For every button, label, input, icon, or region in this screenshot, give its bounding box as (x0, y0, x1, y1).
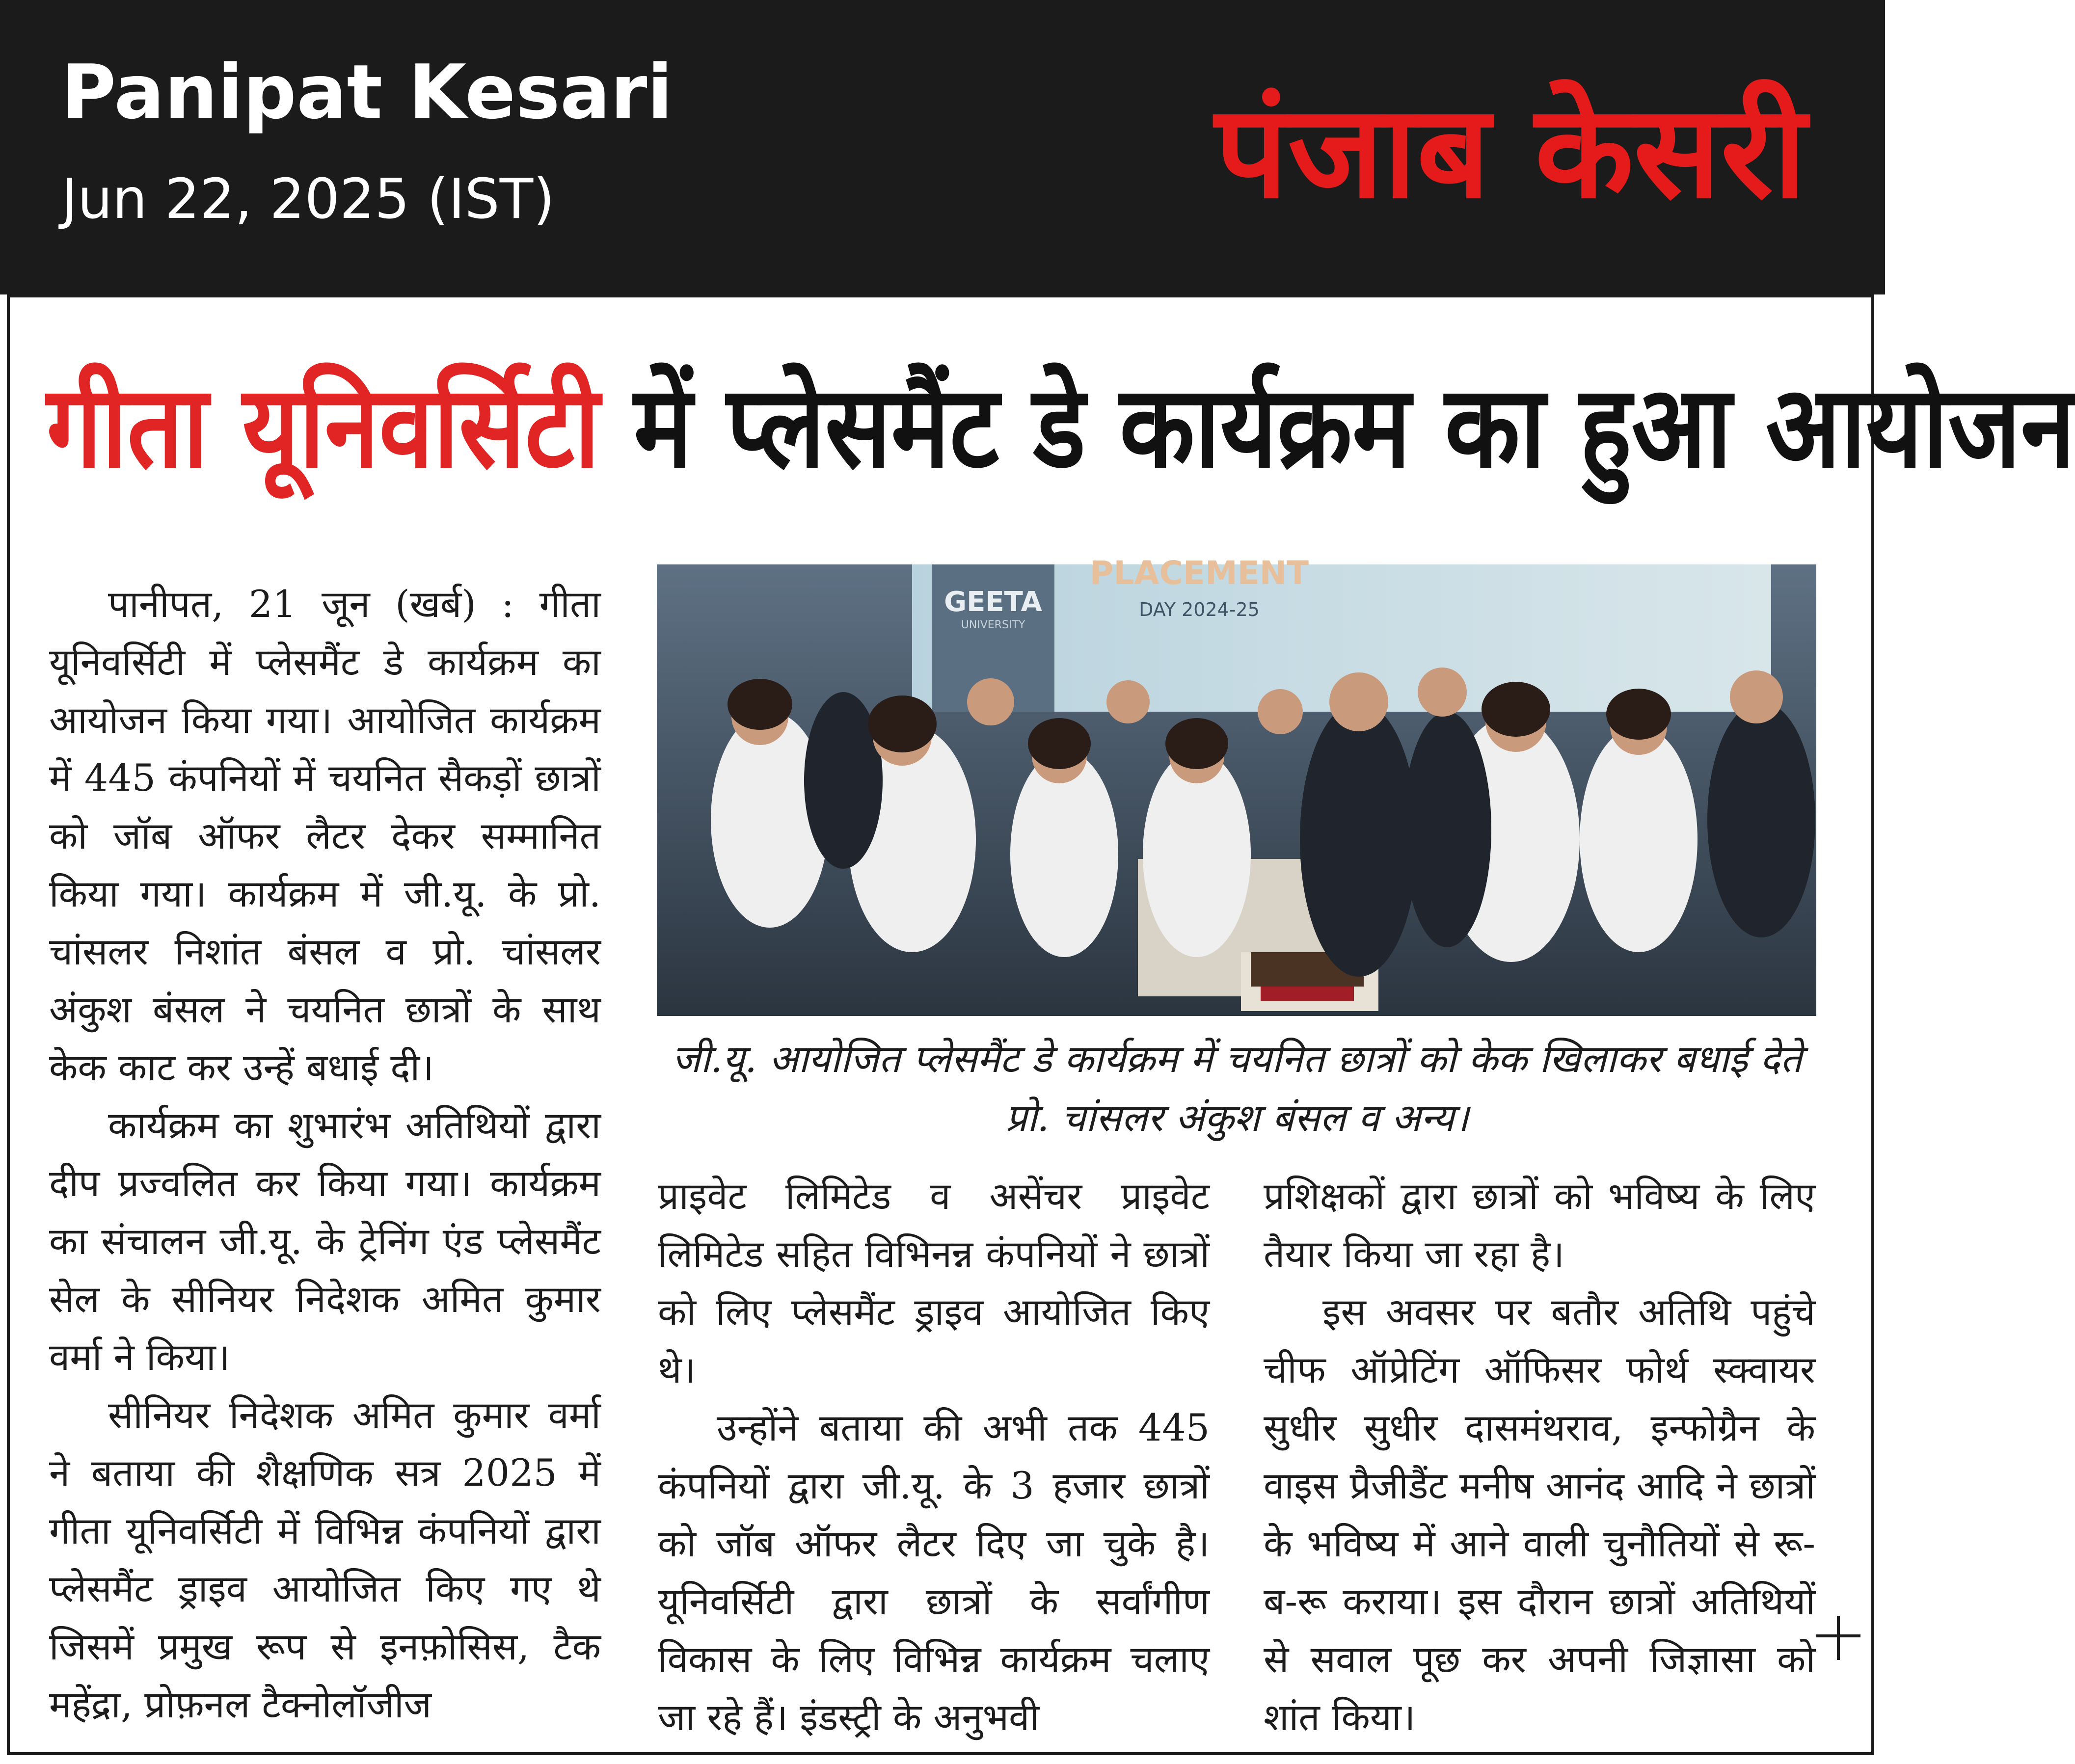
banner-university-sub-text: UNIVERSITY (961, 619, 1025, 631)
paragraph: पानीपत, 21 जून (खर्ब) : गीता यूनिवर्सिटी में प्लेसमैंट डे कार्यक्रम का आयोजन किया गया। आयोजित कार्यक्रम में 445 कंपनियों में चयनित सैकड़ों छात्रों को जॉब ऑफर लैटर देकर सम्मानित किया गया। कार्यक्रम में जी.यू. के प्रो. चांसलर निशांत बंसल व प्रो. चांसलर अंकुश बंसल ने चयनित छात्रों के साथ केक काट कर उन्हें बधाई दी। (49, 582, 601, 1089)
photo-caption: जी.यू. आयोजित प्लेसमैंट डे कार्यक्रम में चयनित छात्रों को केक खिलाकर बधाई देते प्रो. चांसलर अंकुश बंसल व अन्य। (672, 1037, 1802, 1140)
headline (47, 339, 2075, 515)
edition-name: Panipat Kesari (61, 49, 673, 135)
event-photo-illustration (657, 554, 1816, 1016)
crop-mark (1837, 1616, 1840, 1660)
paragraph: प्राइवेट लिमिटेड व असेंचर प्राइवेट लिमिटेड सहित विभिनन्न कंपनियों ने छात्रों को लिए प्लेसमैंट ड्राइव आयोजित किए थे। (658, 1174, 1210, 1391)
banner-university-text: GEETA (944, 586, 1042, 618)
headline-black-part: में प्लेसमैंट डे कार्यक्रम का हुआ आयोजन (634, 361, 2075, 493)
paragraph: प्रशिक्षकों द्वारा छात्रों को भविष्य के लिए तैयार किया जा रहा है। (1264, 1174, 1815, 1276)
banner-year-text: DAY 2024-25 (1139, 599, 1260, 620)
banner-title-text: PLACEMENT (1089, 554, 1309, 592)
article-column-1 (49, 575, 601, 1734)
paragraph: इस अवसर पर बतौर अतिथि पहुंचे चीफ ऑप्रेटिंग ऑफिसर फोर्थ स्क्वायर सुधीर सुधीर दासमंथराव, इन्फोग्रैन के वाइस प्रैजीडैंट मनीष आनंद आदि ने छात्रों के भविष्य में आने वाली चुनौतियों से रू-ब-रू कराया। इस दौरान छात्रों अतिथियों से सवाल पूछ कर अपनी जिज्ञासा को शांत किया। (1264, 1290, 1815, 1739)
publication-date: Jun 22, 2025 (IST) (61, 167, 555, 231)
paragraph: उन्होंने बताया की अभी तक 445 कंपनियों द्वारा जी.यू. के 3 हजार छात्रों को जॉब ऑफर लैटर दिए जा चुके है। यूनिवर्सिटी द्वारा छात्रों के सर्वांगीण विकास के लिए विभिन्न कार्यक्रम चलाए जा रहे हैं। इंडस्ट्री के अनुभवी (658, 1406, 1210, 1739)
paragraph: सीनियर निदेशक अमित कुमार वर्मा ने बताया की शैक्षणिक सत्र 2025 में गीता यूनिवर्सिटी में विभिन्न कंपनियों द्वारा प्लेसमैंट ड्राइव आयोजित किए गए थे जिसमें प्रमुख रूप से इनफ़ोसिस, टैक महेंद्रा, प्रोफ़नल टैक्नोलॉजीज (49, 1393, 601, 1726)
headline-red-part: गीता यूनिवर्सिटी (47, 361, 600, 493)
article-column-2 (658, 1167, 1210, 1746)
newspaper-logo: पंजाब केसरी (1214, 77, 1806, 227)
event-photo (657, 554, 1816, 1016)
article-column-3 (1264, 1167, 1815, 1746)
paragraph: कार्यक्रम का शुभारंभ अतिथियों द्वारा दीप प्रज्वलित कर किया गया। कार्यक्रम का संचालन जी.यू. के ट्रेनिंग एंड प्लेसमैंट सेल के सीनियर निदेशक अमित कुमार वर्मा ने किया। (49, 1103, 601, 1379)
